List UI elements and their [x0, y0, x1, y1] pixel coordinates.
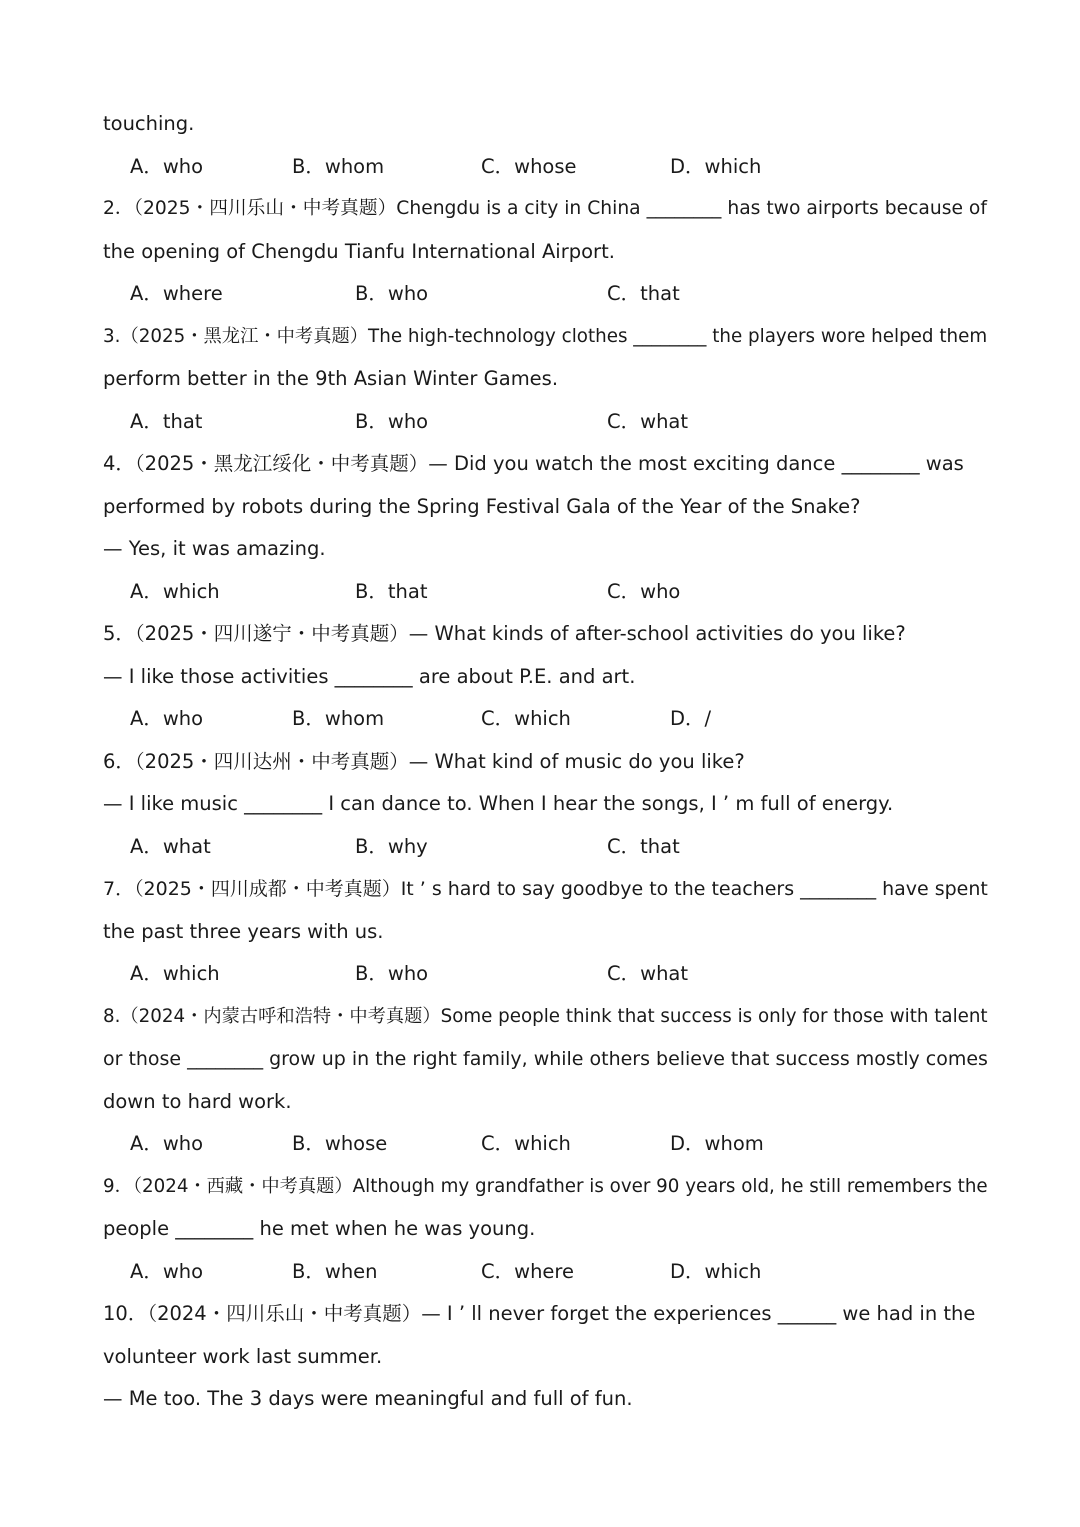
q9-option-c[interactable]: C．where — [481, 1260, 575, 1283]
q4-options — [130, 580, 830, 604]
q2-text-line-1: 2．（2025・四川乐山・中考真题）Chengdu is a city in China ________ has two airports because of — [103, 198, 987, 219]
q3-text-line-1: 3.（2025・黑龙江・中考真题）The high-technology clothes ________ the players wore helped them — [103, 326, 988, 347]
q4-option-c[interactable]: C．who — [607, 580, 681, 603]
q10-text-line-1: 10．（2024・四川乐山・中考真题）— I ’ ll never forget the experiences ______ we had in the — [103, 1302, 976, 1325]
q5-option-c[interactable]: C．which — [481, 707, 571, 730]
q1-option-b[interactable]: B．whom — [292, 155, 385, 178]
q7-option-a[interactable]: A．which — [130, 962, 220, 985]
q8-option-b[interactable]: B．whose — [292, 1132, 388, 1155]
q10-text-line-3: — Me too. The 3 days were meaningful and full of fun. — [103, 1387, 633, 1410]
q2-options — [130, 282, 830, 306]
q1-text-line-1: touching. — [103, 112, 195, 135]
q7-option-c[interactable]: C．what — [607, 962, 689, 985]
q1-option-d[interactable]: D．which — [670, 155, 762, 178]
q1-option-c[interactable]: C．whose — [481, 155, 577, 178]
q5-option-a[interactable]: A．who — [130, 707, 204, 730]
q8-text-line-2: or those ________ grow up in the right family, while others believe that success mostly comes — [103, 1048, 988, 1070]
q4-text-line-1: 4．（2025・黑龙江绥化・中考真题）— Did you watch the most exciting dance ________ was — [103, 452, 964, 475]
q3-text-line-2: perform better in the 9th Asian Winter Games. — [103, 367, 559, 390]
q1-options — [130, 155, 830, 179]
q5-option-b[interactable]: B．whom — [292, 707, 385, 730]
q6-option-b[interactable]: B．why — [355, 835, 428, 858]
q6-text-line-2: — I like music ________ I can dance to. When I hear the songs, I ’ m full of energy. — [103, 792, 894, 815]
q6-option-c[interactable]: C．that — [607, 835, 680, 858]
q8-text-line-3: down to hard work. — [103, 1090, 292, 1113]
q10-text-line-2: volunteer work last summer. — [103, 1345, 383, 1368]
q5-text-line-1: 5．（2025・四川遂宁・中考真题）— What kinds of after-school activities do you like? — [103, 622, 906, 645]
q3-option-a[interactable]: A．that — [130, 410, 203, 433]
q6-options — [130, 835, 830, 859]
q1-option-a[interactable]: A．who — [130, 155, 204, 178]
q2-text-line-2: the opening of Chengdu Tianfu International Airport. — [103, 240, 615, 263]
q9-option-d[interactable]: D．which — [670, 1260, 762, 1283]
q8-text-line-1: 8.（2024・内蒙古呼和浩特・中考真题）Some people think that success is only for those with talent — [103, 1006, 988, 1027]
q8-options — [130, 1132, 830, 1156]
q4-option-b[interactable]: B．that — [355, 580, 428, 603]
q9-text-line-2: people ________ he met when he was young. — [103, 1217, 536, 1240]
q5-options — [130, 707, 830, 731]
q8-option-a[interactable]: A．who — [130, 1132, 204, 1155]
q9-option-a[interactable]: A．who — [130, 1260, 204, 1283]
q7-options — [130, 962, 830, 986]
q5-option-d[interactable]: D．/ — [670, 707, 712, 730]
q4-text-line-2: performed by robots during the Spring Festival Gala of the Year of the Snake? — [103, 495, 861, 518]
q7-option-b[interactable]: B．who — [355, 962, 429, 985]
q2-option-b[interactable]: B．who — [355, 282, 429, 305]
q7-text-line-1: 7．（2025・四川成都・中考真题）It ’ s hard to say goodbye to the teachers ________ have spent — [103, 878, 988, 900]
q6-text-line-1: 6．（2025・四川达州・中考真题）— What kind of music do you like? — [103, 750, 745, 773]
q2-option-c[interactable]: C．that — [607, 282, 680, 305]
q6-option-a[interactable]: A．what — [130, 835, 211, 858]
q8-option-c[interactable]: C．which — [481, 1132, 571, 1155]
q3-option-c[interactable]: C．what — [607, 410, 689, 433]
q3-option-b[interactable]: B．who — [355, 410, 429, 433]
q5-text-line-2: — I like those activities ________ are about P.E. and art. — [103, 665, 636, 688]
q3-options — [130, 410, 830, 434]
q9-option-b[interactable]: B．when — [292, 1260, 378, 1283]
q7-text-line-2: the past three years with us. — [103, 920, 384, 943]
q4-option-a[interactable]: A．which — [130, 580, 220, 603]
q4-text-line-3: — Yes, it was amazing. — [103, 537, 326, 560]
q2-option-a[interactable]: A．where — [130, 282, 223, 305]
q8-option-d[interactable]: D．whom — [670, 1132, 764, 1155]
q9-options — [130, 1260, 830, 1284]
q9-text-line-1: 9．（2024・西藏・中考真题）Although my grandfather is over 90 years old, he still remembers the — [103, 1176, 988, 1197]
